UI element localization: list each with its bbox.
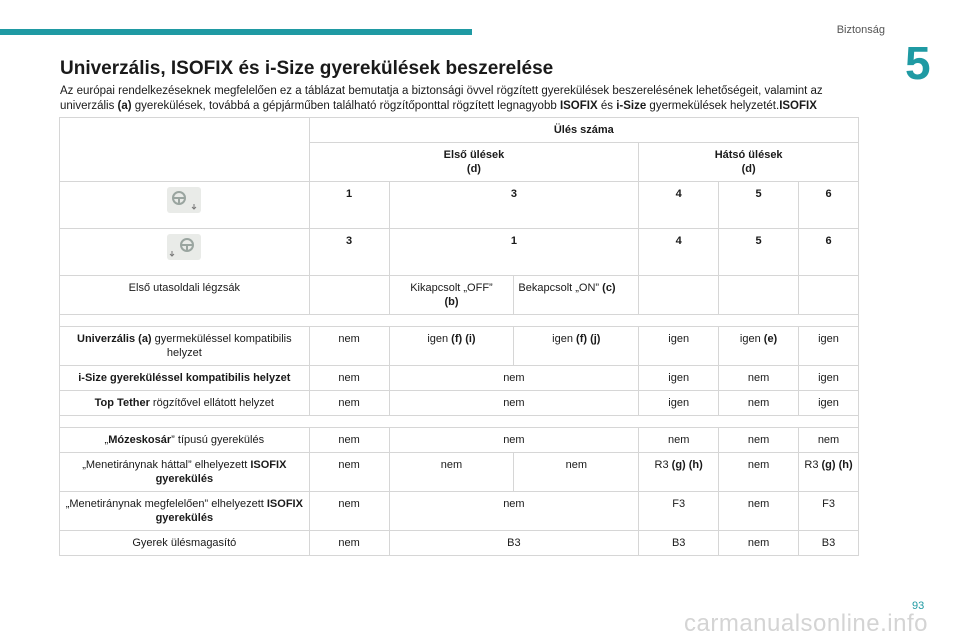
airbag-on-cell [514, 276, 639, 315]
cell: nem [389, 453, 514, 492]
cell: nem [389, 428, 639, 453]
cell: 3 [309, 229, 389, 276]
cell-note: (f) (j) [576, 333, 601, 345]
intro-paragraph [60, 84, 880, 114]
cell [309, 276, 389, 315]
lhd-icon-cell [60, 182, 310, 229]
airbag-label: Első utasoldali légzsák [60, 276, 310, 315]
table-row [60, 182, 859, 229]
table-row [60, 428, 859, 453]
cell-value: igen [739, 333, 761, 345]
cell-note: (g) (h) [671, 459, 703, 471]
table-row [60, 492, 859, 531]
cell-note: (g) (h) [821, 459, 853, 471]
cell: nem [719, 453, 799, 492]
cell: nem [719, 428, 799, 453]
cell [799, 453, 859, 492]
cell: igen [799, 327, 859, 366]
carrycot-label-text: ” típusú gyerekülés [171, 434, 265, 446]
cell: nem [719, 492, 799, 531]
spacer-row [60, 315, 859, 327]
intro-bold-isize: i-Size [616, 100, 647, 112]
cell: 1 [389, 229, 639, 276]
cell: 1 [309, 182, 389, 229]
chapter-number: 5 [905, 37, 931, 89]
intro-text-2: gyerekülések, továbbá a gépjárműben található rögzítőponttal rögzített legnagyobb [131, 100, 560, 112]
cell: nem [514, 453, 639, 492]
cell: nem [719, 366, 799, 391]
airbag-on-note: (c) [602, 282, 616, 294]
table-row [60, 327, 859, 366]
cell: igen [799, 391, 859, 416]
cell-value: R3 [654, 459, 669, 471]
cell [514, 327, 639, 366]
cell [639, 453, 719, 492]
cell: F3 [799, 492, 859, 531]
carrycot-quote: „ [104, 434, 109, 446]
intro-bold-isofix: ISOFIX [559, 100, 598, 112]
cell: B3 [389, 531, 639, 556]
cell: nem [389, 366, 639, 391]
rear-seats-note: (d) [741, 163, 756, 175]
cell: nem [309, 327, 389, 366]
cell: B3 [639, 531, 719, 556]
toptether-label [60, 391, 310, 416]
cell: igen [639, 327, 719, 366]
airbag-off-label: Kikapcsolt „OFF” [410, 282, 493, 294]
front-seats-header [309, 143, 639, 182]
table-corner-cell [60, 118, 310, 182]
cell: nem [389, 492, 639, 531]
front-seats-label: Első ülések [443, 149, 505, 161]
cell [719, 327, 799, 366]
cell: nem [719, 391, 799, 416]
intro-bold-a: (a) [117, 100, 132, 112]
rhd-icon-cell [60, 229, 310, 276]
cell-value: igen [552, 333, 573, 345]
steering-wheel-right-icon [167, 234, 201, 262]
cell: nem [799, 428, 859, 453]
cell-note: (f) (i) [451, 333, 476, 345]
cell [799, 276, 859, 315]
cell-value: igen [427, 333, 449, 345]
cell: nem [389, 391, 639, 416]
child-seat-table [59, 117, 859, 556]
cell: 6 [799, 182, 859, 229]
cell: 3 [389, 182, 639, 229]
airbag-off-note: (b) [444, 296, 459, 308]
rear-seats-label: Hátsó ülések [714, 149, 783, 161]
section-name: Biztonság [836, 24, 885, 36]
cell [389, 327, 514, 366]
page-title: Univerzális, ISOFIX és i-Size gyerekülések beszerelése [60, 58, 554, 79]
carrycot-label [60, 428, 310, 453]
booster-label: Gyerek ülésmagasító [60, 531, 310, 556]
intro-text-1: Az európai rendelkezéseknek megfelelően ez a táblázat bemutatja a biztonsági övvel rögzített gyerekülések beszerelésének lehetőségeit, valamint az univerzális [60, 85, 823, 112]
front-seats-note: (d) [466, 163, 481, 175]
cell: F3 [639, 492, 719, 531]
cell: nem [309, 453, 389, 492]
cell: igen [799, 366, 859, 391]
watermark-logo: carmanualsonline.info [684, 610, 928, 637]
cell [639, 276, 719, 315]
cell: 4 [639, 229, 719, 276]
cell: nem [639, 428, 719, 453]
cell: 5 [719, 182, 799, 229]
toptether-label-bold: Top Tether [94, 397, 150, 409]
table-row [60, 118, 859, 143]
spacer-cell [60, 416, 859, 428]
cell: igen [639, 366, 719, 391]
toptether-label-text: rögzítővel ellátott helyzet [149, 397, 274, 409]
spacer-cell [60, 315, 859, 327]
cell: 6 [799, 229, 859, 276]
intro-text-3: gyermekülések helyzetét. [646, 100, 780, 112]
forward-label-bold: ISOFIX gyerekülés [155, 498, 303, 524]
cell: B3 [799, 531, 859, 556]
rearward-label-text: „Menetiránynak háttal” elhelyezett [82, 459, 251, 471]
spacer-row [60, 416, 859, 428]
isize-label: i-Size gyereküléssel kompatibilis helyzet [60, 366, 310, 391]
table-row [60, 229, 859, 276]
table-row [60, 531, 859, 556]
airbag-on-label: Bekapcsolt „ON” [518, 282, 600, 294]
cell: nem [309, 366, 389, 391]
cell: nem [309, 428, 389, 453]
seat-number-header: Ülés száma [309, 118, 858, 143]
cell: 5 [719, 229, 799, 276]
table-row [60, 366, 859, 391]
cell [719, 276, 799, 315]
rearward-label [60, 453, 310, 492]
cell: nem [309, 492, 389, 531]
carrycot-label-bold: Mózeskosár [108, 434, 172, 446]
page-number: 93 [912, 600, 925, 612]
table-row [60, 453, 859, 492]
forward-label-text: „Menetiránynak megfelelően” elhelyezett [65, 498, 267, 510]
cell-note: (e) [763, 333, 778, 345]
table-row [60, 276, 859, 315]
intro-bold-isofix-trailing: ISOFIX [779, 100, 817, 112]
steering-wheel-left-icon [167, 187, 201, 215]
cell: 4 [639, 182, 719, 229]
cell: nem [719, 531, 799, 556]
universal-label-text: gyermeküléssel kompatibilis helyzet [151, 333, 292, 359]
airbag-off-cell [389, 276, 514, 315]
cell: igen [639, 391, 719, 416]
section-color-bar [0, 29, 472, 35]
cell-value: R3 [804, 459, 819, 471]
universal-label [60, 327, 310, 366]
rear-seats-header [639, 143, 859, 182]
cell: nem [309, 531, 389, 556]
universal-label-bold: Univerzális (a) [77, 333, 152, 345]
rearward-label-bold: ISOFIX gyerekülés [155, 459, 287, 485]
forward-label [60, 492, 310, 531]
cell: nem [309, 391, 389, 416]
intro-text-and: és [597, 100, 617, 112]
table-row [60, 391, 859, 416]
